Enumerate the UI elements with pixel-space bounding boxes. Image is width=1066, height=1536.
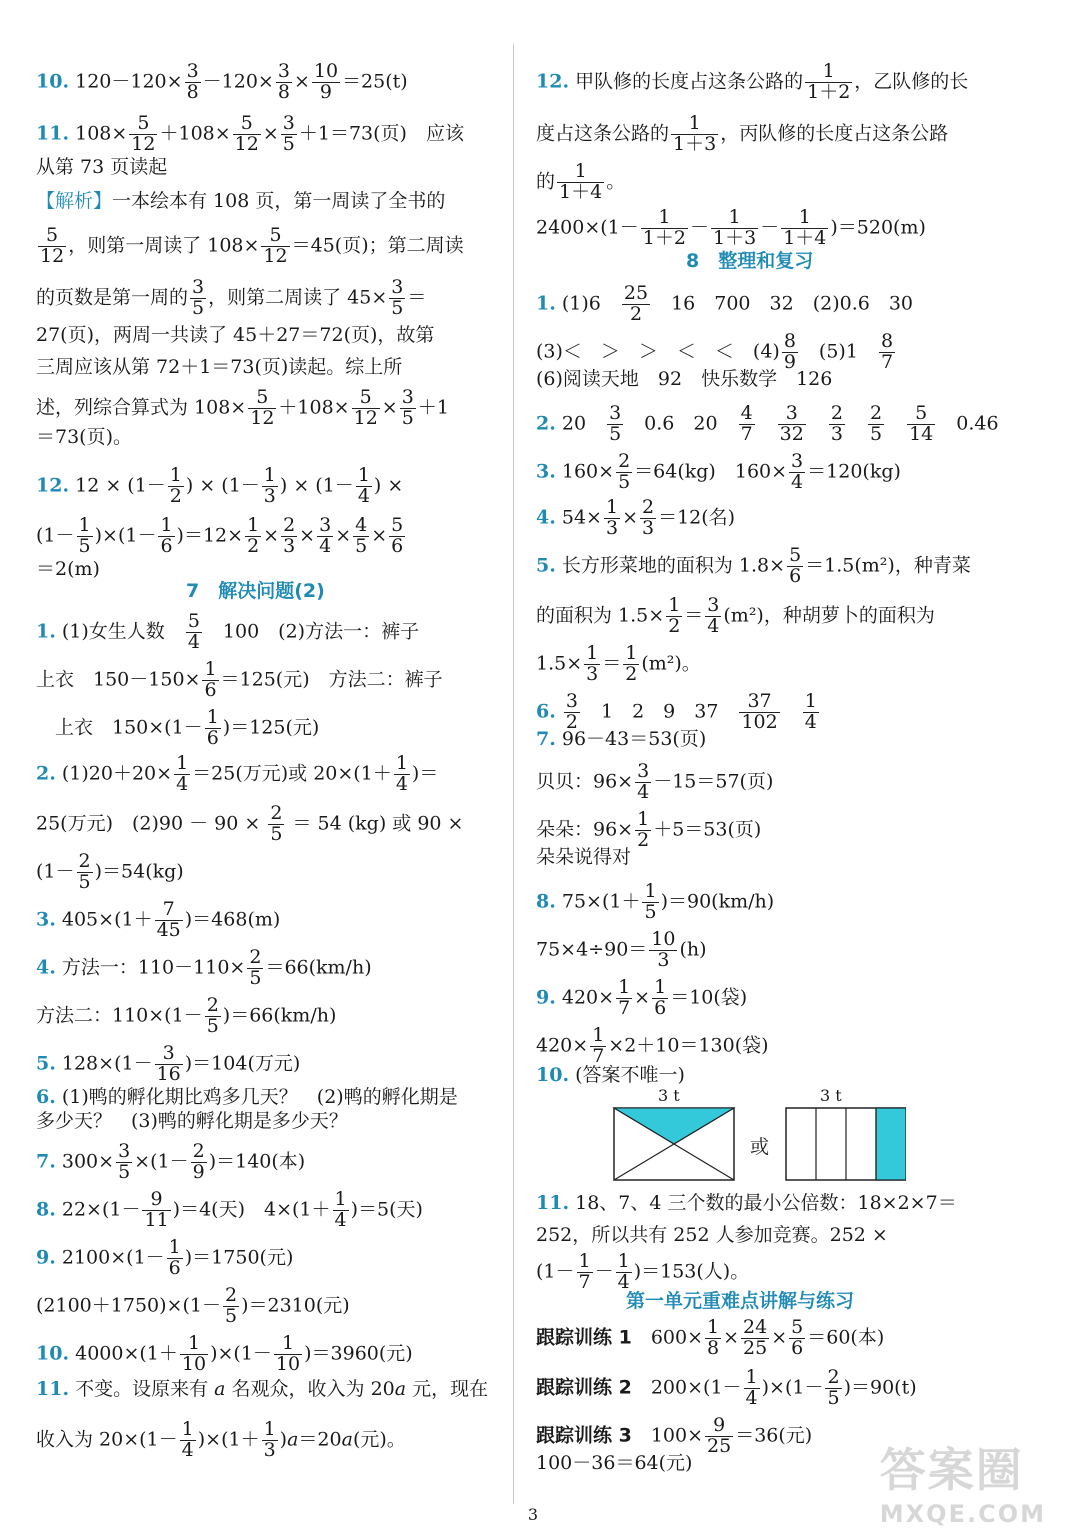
section-title-8: 8 整理和复习 (686, 250, 814, 272)
page-number: 3 (527, 1505, 539, 1524)
track-label-2: 跟踪训练 2 (536, 1376, 632, 1399)
watermark-line1: 答案圈 (879, 1443, 1024, 1497)
diagram-or-text: 或 (750, 1136, 770, 1158)
track-label-1: 跟踪训练 1 (536, 1326, 632, 1349)
column-divider (513, 44, 514, 1504)
track-label-3: 跟踪训练 3 (536, 1424, 632, 1447)
watermark (880, 1434, 1046, 1528)
rect-diagram-2 (786, 1108, 906, 1180)
answer-diagram (606, 1086, 906, 1186)
section-title-7: 7 解决问题(2) (186, 580, 325, 602)
diagram-label-1: 3 t (658, 1086, 680, 1105)
analysis-label: 【解析】 (36, 190, 113, 212)
section-title-review: 第一单元重难点讲解与练习 (626, 1290, 855, 1312)
rect-diagram-1 (614, 1108, 734, 1180)
watermark-line2: MXQE.COM (879, 1500, 1046, 1528)
diagram-label-2: 3 t (820, 1086, 842, 1105)
